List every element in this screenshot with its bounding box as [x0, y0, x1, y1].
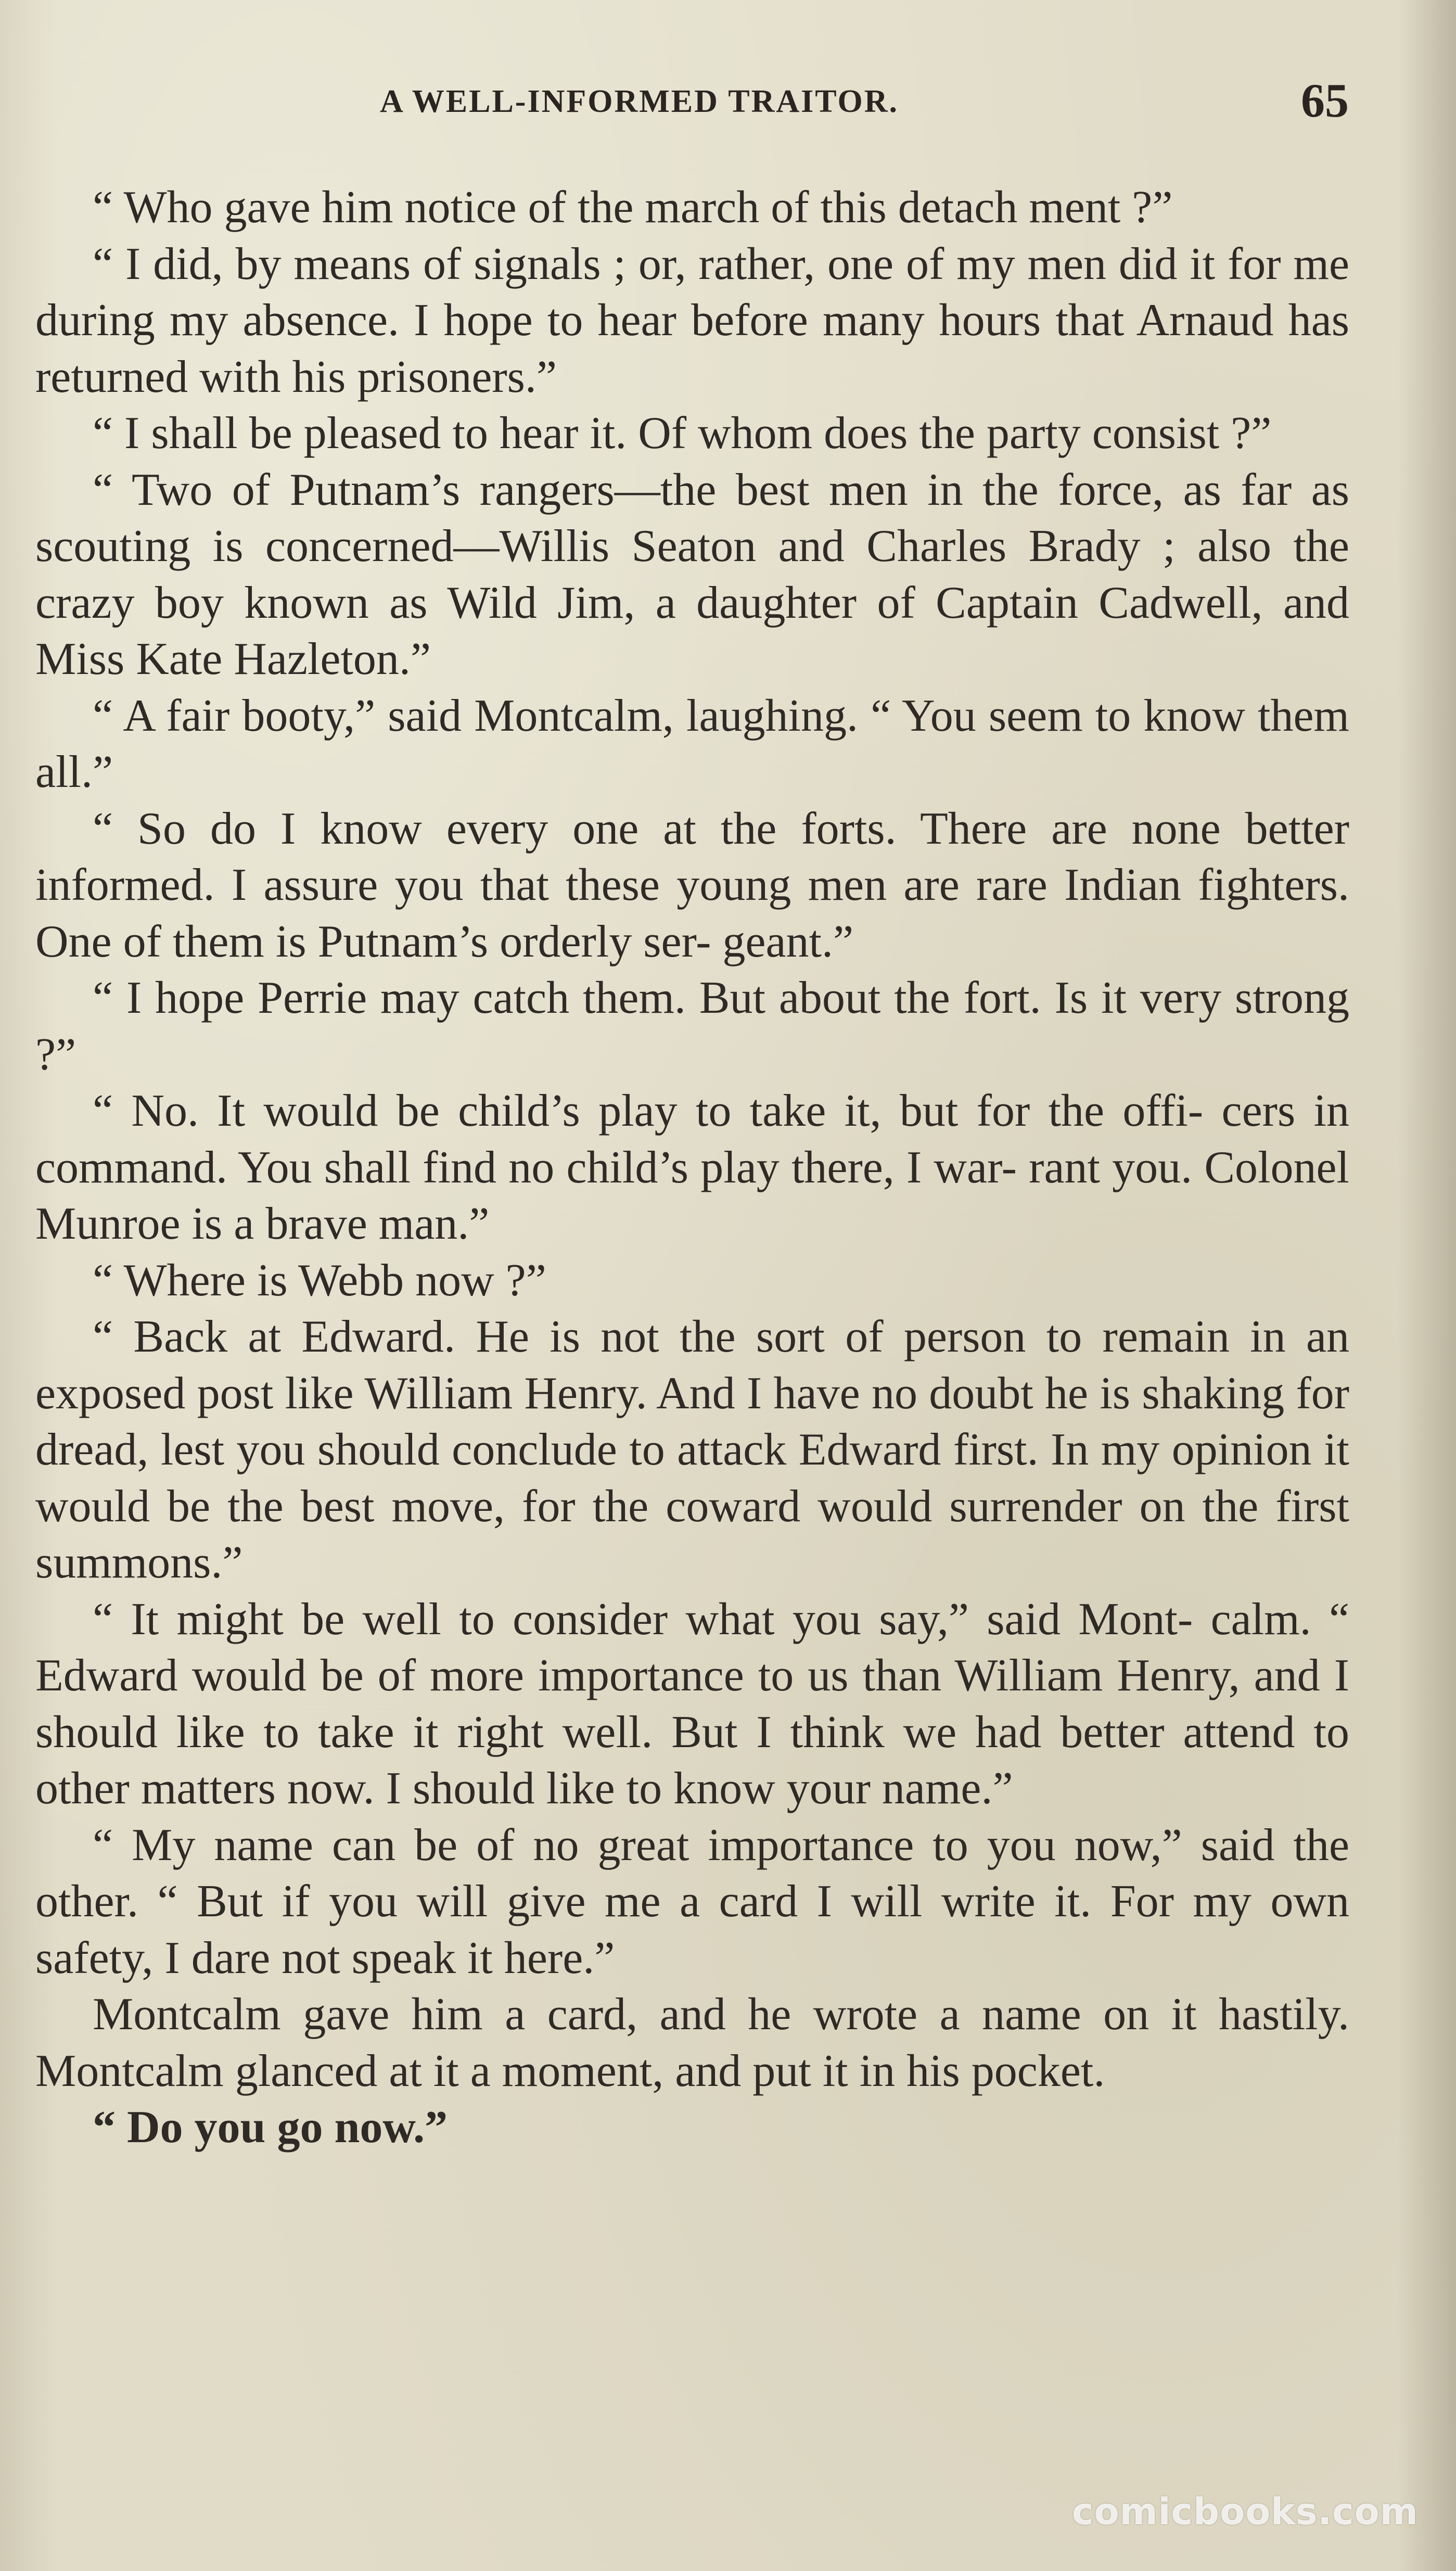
paragraph: “ Do you go now.” — [93, 2102, 448, 2153]
watermark-logo: comicbooks.com — [1072, 2490, 1419, 2533]
paragraph: “ So do I know every one at the forts. There are none better informed. I assure you that these young men are rare Indian fighters. One of them is Putnam’s orderly ser- geant.” — [35, 803, 1349, 967]
page-number: 65 — [1301, 74, 1349, 127]
page-header — [0, 73, 1456, 130]
running-title: A WELL-INFORMED TRAITOR. — [380, 84, 899, 119]
paragraph: “ It might be well to consider what you say,” said Mont- calm. “ Edward would be of more importance to us than William Henry, and I should like to take it right well. But I think we had better attend to other matters now. I should like to know your name.” — [35, 1594, 1349, 1814]
paragraph: “ Where is Webb now ?” — [93, 1255, 546, 1306]
paragraph: “ Two of Putnam’s rangers—the best men in the force, as far as scouting is concerned—Willis Seaton and Charles Brady ; also the crazy boy known as Wild Jim, a daughter of Captain Cadwell, and Miss Kate Hazleton.” — [35, 464, 1349, 684]
body-text — [35, 180, 1349, 2156]
paragraph: Montcalm gave him a card, and he wrote a name on it hastily. Montcalm glanced at it a moment, and put it in his pocket. — [35, 1989, 1349, 2096]
paragraph: “ My name can be of no great importance to you now,” said the other. “ But if you will give me a card I will write it. For my own safety, I dare not speak it here.” — [35, 1819, 1349, 1983]
paragraph: “ A fair booty,” said Montcalm, laughing. “ You seem to know them all.” — [35, 690, 1349, 797]
paragraph: “ I shall be pleased to hear it. Of whom does the party consist ?” — [93, 408, 1272, 459]
paragraph: “ Back at Edward. He is not the sort of person to remain in an exposed post like William Henry. And I have no doubt he is shaking for dread, lest you should conclude to attack Edward first. In my opinion it would be the best move, for the coward would surrender on the first summons.” — [35, 1312, 1349, 1588]
paragraph: “ I hope Perrie may catch them. But about the fort. Is it very strong ?” — [35, 973, 1349, 1080]
paragraph: “ Who gave him notice of the march of this detach ment ?” — [93, 182, 1173, 233]
paragraph: “ I did, by means of signals ; or, rather, one of my men did it for me during my absence. I hope to hear before many hours that Arnaud has returned with his prisoners.” — [35, 238, 1349, 402]
paragraph: “ No. It would be child’s play to take it, but for the offi- cers in command. You shall find no child’s play there, I war- rant you. Colonel Munroe is a brave man.” — [35, 1086, 1349, 1249]
